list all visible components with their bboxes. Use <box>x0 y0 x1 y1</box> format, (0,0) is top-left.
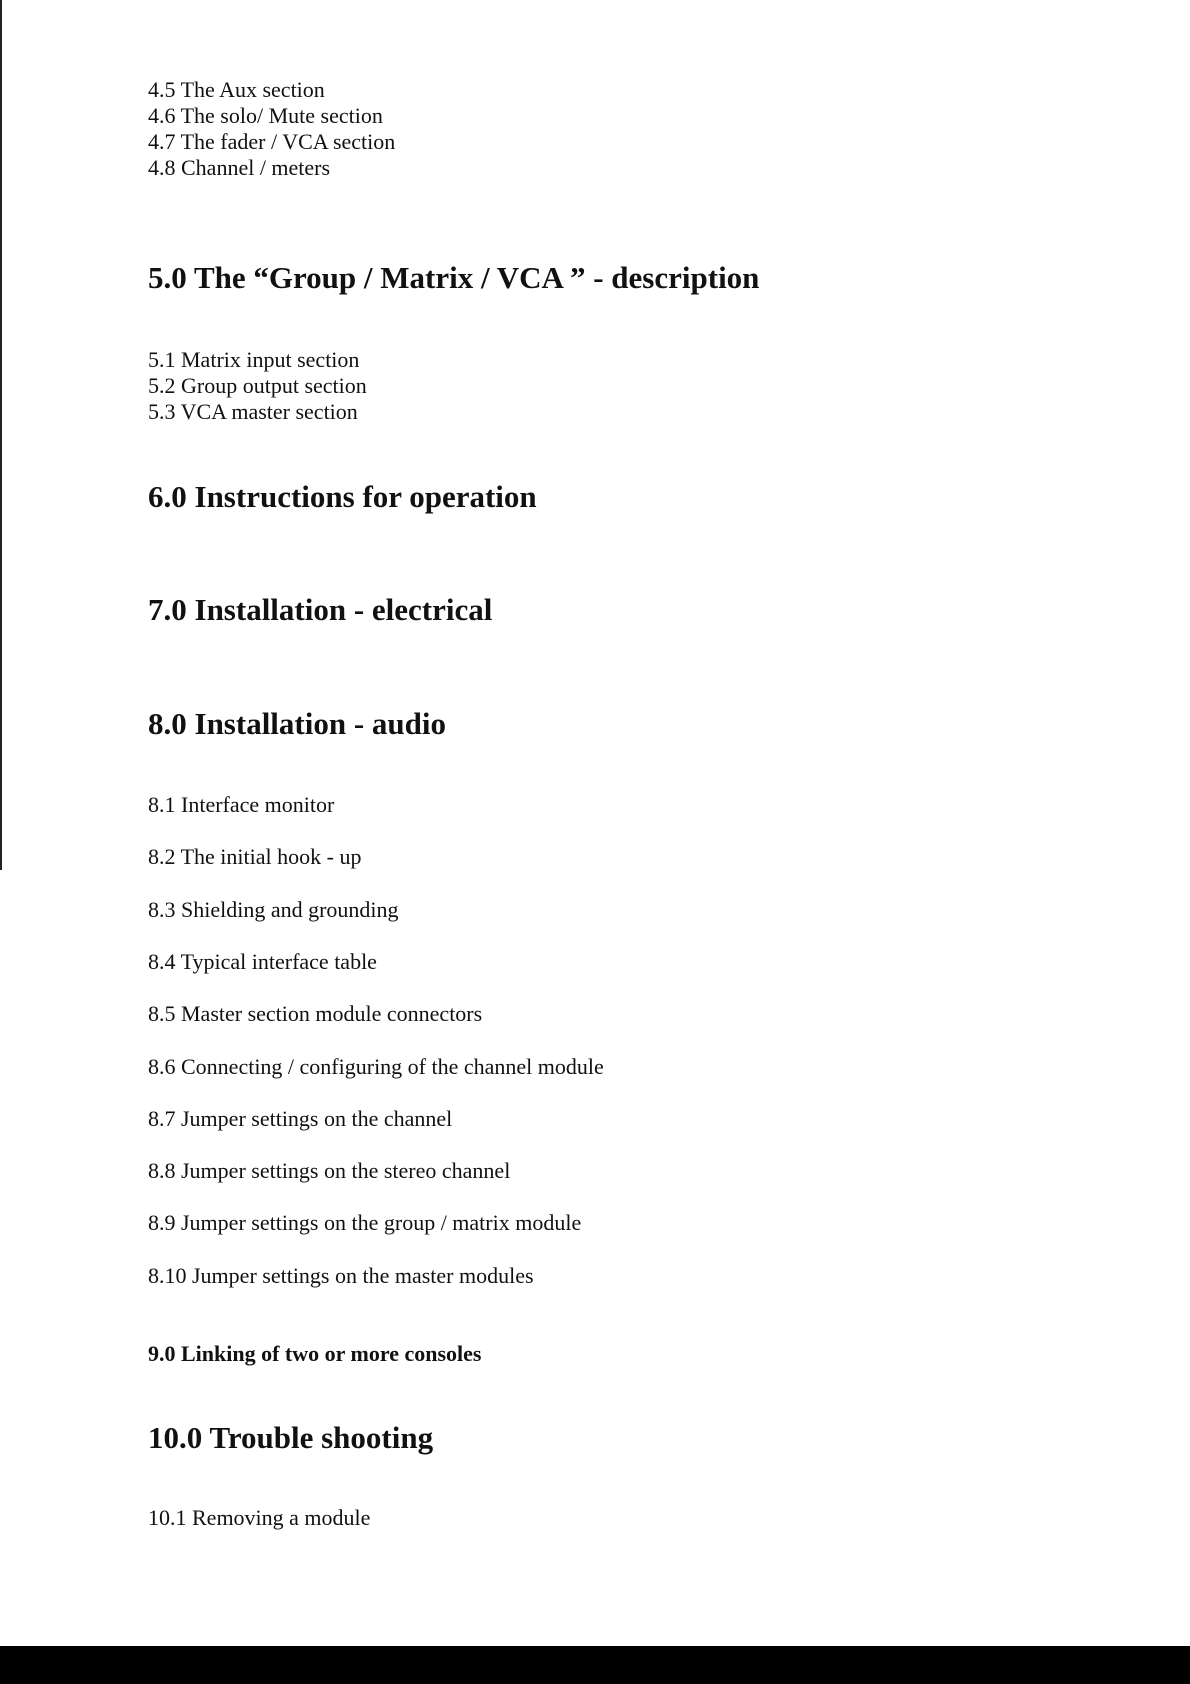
toc-item-8-9: 8.9 Jumper settings on the group / matrix module <box>148 1210 582 1235</box>
toc-item-8-2: 8.2 The initial hook - up <box>148 844 362 869</box>
toc-item-8-7: 8.7 Jumper settings on the channel <box>148 1106 453 1131</box>
toc-item-8-10: 8.10 Jumper settings on the master modules <box>148 1263 534 1288</box>
toc-heading-7: 7.0 Installation - electrical <box>148 592 493 627</box>
toc-item-4-6: 4.6 The solo/ Mute section <box>148 103 383 128</box>
toc-heading-8: 8.0 Installation - audio <box>148 706 447 741</box>
toc-item-4-7: 4.7 The fader / VCA section <box>148 129 396 154</box>
toc-item-10-1: 10.1 Removing a module <box>148 1505 371 1530</box>
toc-item-8-4: 8.4 Typical interface table <box>148 949 377 974</box>
toc-item-8-3: 8.3 Shielding and grounding <box>148 897 399 922</box>
toc-item-8-5: 8.5 Master section module connectors <box>148 1001 483 1026</box>
toc-item-5-2: 5.2 Group output section <box>148 373 367 398</box>
toc-heading-5: 5.0 The “Group / Matrix / VCA ” - description <box>148 260 760 295</box>
toc-item-4-5: 4.5 The Aux section <box>148 77 325 102</box>
toc-item-4-8: 4.8 Channel / meters <box>148 155 331 180</box>
toc-item-8-8: 8.8 Jumper settings on the stereo channel <box>148 1158 511 1183</box>
toc-heading-9: 9.0 Linking of two or more consoles <box>148 1341 482 1366</box>
toc-heading-6: 6.0 Instructions for operation <box>148 479 537 514</box>
toc-item-5-1: 5.1 Matrix input section <box>148 347 360 372</box>
toc-item-8-1: 8.1 Interface monitor <box>148 792 335 817</box>
toc-item-8-6: 8.6 Connecting / configuring of the channel module <box>148 1054 604 1079</box>
toc-heading-10: 10.0 Trouble shooting <box>148 1420 434 1455</box>
page-left-edge <box>0 0 2 870</box>
scan-bottom-bar <box>0 1646 1190 1684</box>
toc-item-5-3: 5.3 VCA master section <box>148 399 358 424</box>
